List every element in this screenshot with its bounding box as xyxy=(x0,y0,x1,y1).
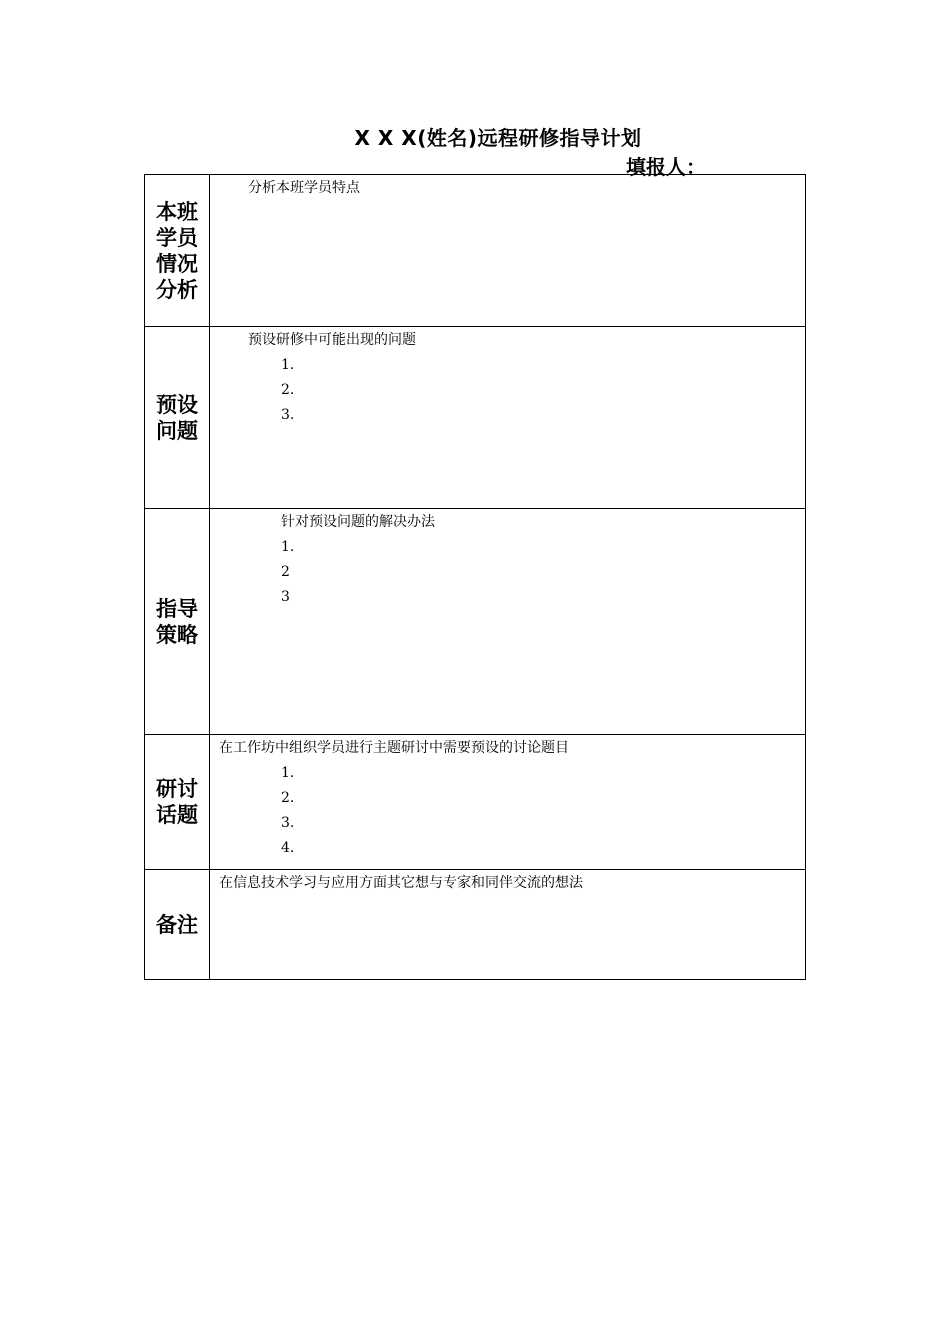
table-row xyxy=(145,509,806,735)
list-item: 2. xyxy=(281,382,295,398)
content-block xyxy=(210,175,805,201)
document-title: X X X(姓名)远程研修指导计划 xyxy=(354,126,642,150)
table-row xyxy=(145,870,806,980)
content-block xyxy=(210,327,805,428)
row-heading: 分析本班学员特点 xyxy=(248,180,360,196)
content-block xyxy=(210,870,805,896)
list-item: 3. xyxy=(281,407,295,423)
table-row xyxy=(145,327,806,509)
list-item: 1. xyxy=(281,357,295,373)
row-label-preset-problems: 预设问题 xyxy=(156,392,198,443)
row-heading: 在信息技术学习与应用方面其它想与专家和同伴交流的想法 xyxy=(219,875,583,891)
row-label-student-analysis: 本班学员情况分析 xyxy=(156,199,198,302)
content-cell[interactable] xyxy=(210,870,806,980)
table-row xyxy=(145,175,806,327)
filler-label: 填报人： xyxy=(626,155,706,179)
list-item: 3 xyxy=(281,589,290,605)
row-label-cell xyxy=(145,870,210,980)
plan-table xyxy=(144,174,806,980)
list-item: 2. xyxy=(281,790,295,806)
row-heading: 在工作坊中组织学员进行主题研讨中需要预设的讨论题目 xyxy=(219,740,569,756)
row-label-cell xyxy=(145,509,210,735)
row-label-discussion-topics: 研讨话题 xyxy=(156,777,198,827)
row-label-remarks: 备注 xyxy=(156,912,198,937)
content-cell[interactable] xyxy=(210,509,806,735)
content-cell[interactable] xyxy=(210,175,806,327)
content-cell[interactable] xyxy=(210,735,806,870)
list-item: 1. xyxy=(281,765,295,781)
table-row xyxy=(145,735,806,870)
content-block xyxy=(210,509,805,610)
content-block xyxy=(210,735,805,861)
row-heading: 针对预设问题的解决办法 xyxy=(281,514,435,530)
content-cell[interactable] xyxy=(210,327,806,509)
list-item: 3. xyxy=(281,815,295,831)
row-heading: 预设研修中可能出现的问题 xyxy=(248,332,416,348)
row-label-cell xyxy=(145,175,210,327)
list-item: 4. xyxy=(281,840,295,856)
list-item: 1. xyxy=(281,539,295,555)
row-label-cell xyxy=(145,327,210,509)
list-item: 2 xyxy=(281,564,290,580)
row-label-guidance-strategy: 指导策略 xyxy=(156,596,198,647)
row-label-cell xyxy=(145,735,210,870)
